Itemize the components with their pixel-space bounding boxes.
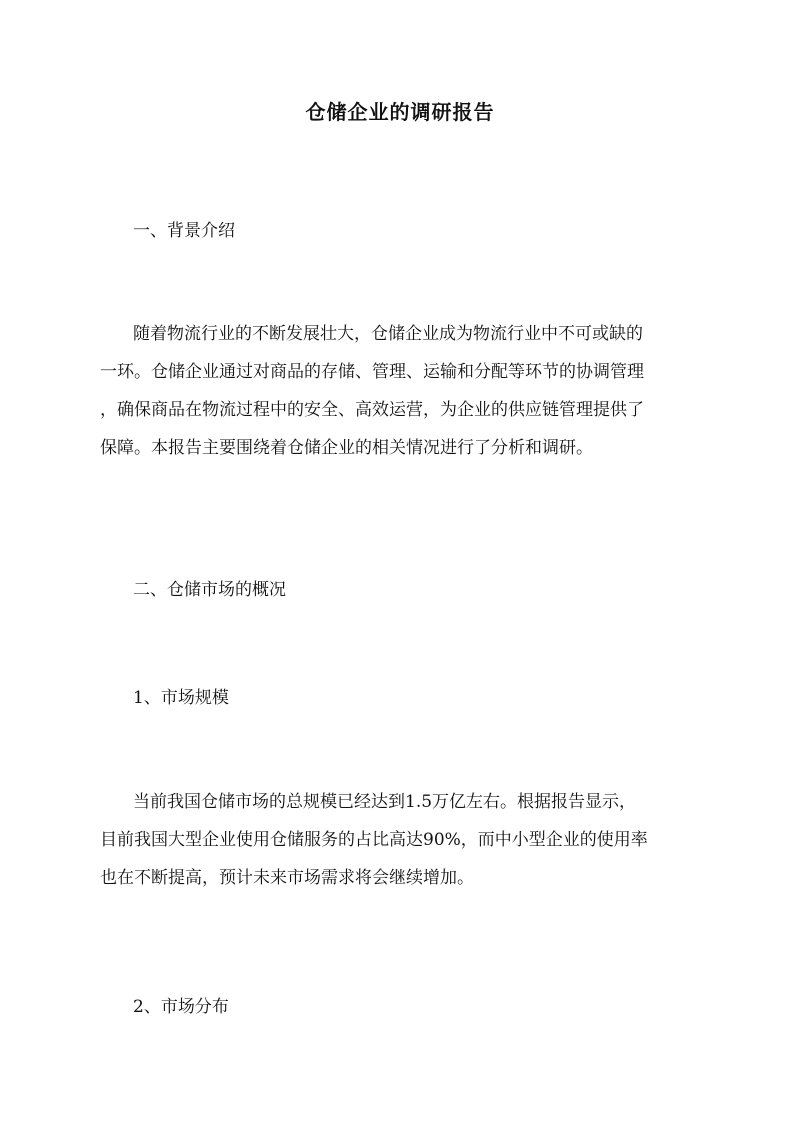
section-heading-background: 一、背景介绍: [133, 221, 235, 241]
paragraph-line: 保障。本报告主要围绕着仓储企业的相关情况进行了分析和调研。: [100, 438, 593, 458]
paragraph-line: ，确保商品在物流过程中的安全、高效运营，为企业的供应链管理提供了: [100, 400, 644, 420]
paragraph-line: 目前我国大型企业使用仓储服务的占比高达90%，而中小型企业的使用率: [100, 830, 648, 850]
paragraph-background: [100, 315, 702, 467]
paragraph-line: 随着物流行业的不断发展壮大，仓储企业成为物流行业中不可或缺的: [133, 324, 643, 344]
subsection-heading-market-distribution: 2、市场分布: [133, 997, 229, 1017]
document-title: 仓储企业的调研报告: [305, 100, 495, 124]
section-heading-market-overview: 二、仓储市场的概况: [133, 580, 286, 600]
paragraph-line: 当前我国仓储市场的总规模已经达到1.5万亿左右。根据报告显示，: [133, 792, 637, 812]
paragraph-line: 也在不断提高，预计未来市场需求将会继续增加。: [100, 868, 474, 888]
subsection-heading-market-size: 1、市场规模: [133, 688, 229, 708]
paragraph-market-size: [100, 783, 702, 897]
paragraph-line: 一环。仓储企业通过对商品的存储、管理、运输和分配等环节的协调管理: [100, 362, 644, 382]
